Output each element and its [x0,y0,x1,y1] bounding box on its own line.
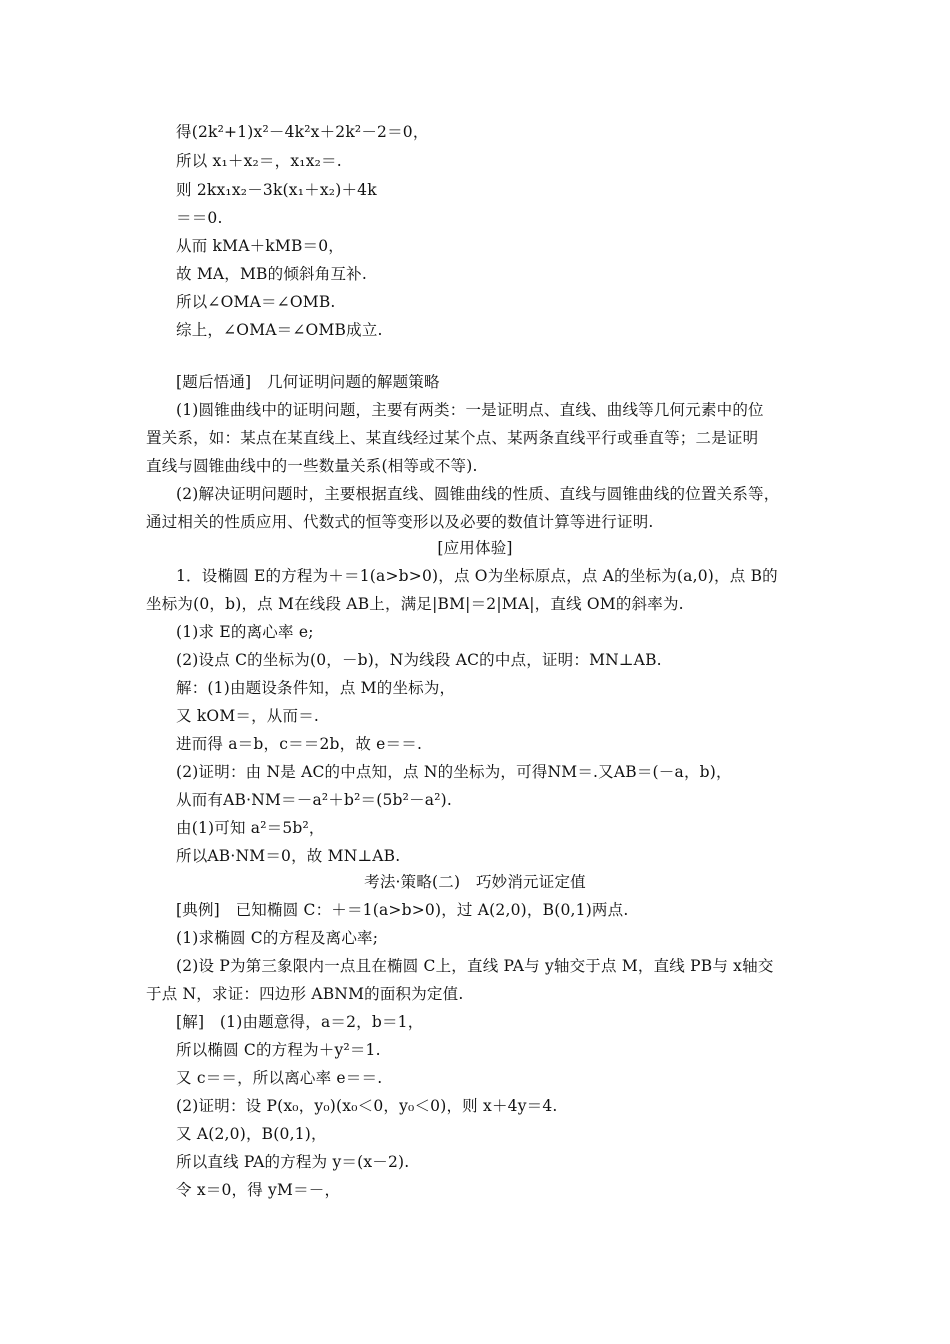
text-line: (2)设点 C的坐标为(0，－b)，N为线段 AC的中点，证明：MN⊥AB. [176,651,662,669]
text-line: 又 kOM＝，从而＝. [176,707,320,725]
text-line: 直线与圆锥曲线中的一些数量关系(相等或不等). [146,457,478,475]
text-line: 所以 x₁＋x₂＝，x₁x₂＝. [176,152,342,170]
text-line: 得(2k²+1)x²－4k²x＋2k²－2＝0， [176,123,429,141]
text-line: 解：(1)由题设条件知，点 M的坐标为， [176,679,456,697]
text-line: 1．设椭圆 E的方程为＋＝1(a>b>0)，点 O为坐标原点，点 A的坐标为(a,0)，点 B的 [176,567,778,585]
text-line: [解] (1)由题意得，a＝2，b＝1， [176,1013,424,1031]
text-line: 从而有AB·NM＝－a²＋b²＝(5b²－a²). [176,791,453,809]
text-line: 从而 kMA＋kMB＝0， [176,237,344,255]
text-line: (1)求椭圆 C的方程及离心率; [176,929,379,947]
text-line: (2)证明：由 N是 AC的中点知，点 N的坐标为，可得NM＝.又AB＝(－a，b)， [176,763,732,781]
text-line: (2)证明：设 P(x₀，y₀)(x₀＜0，y₀＜0)，则 x＋4y＝4. [176,1097,558,1115]
text-line: 故 MA，MB的倾斜角互补. [176,265,367,283]
text-line: 进而得 a＝b，c＝＝2b，故 e＝＝. [176,735,423,753]
text-line: (1)求 E的离心率 e; [176,623,314,641]
text-line: 又 A(2,0)，B(0,1)， [176,1125,327,1143]
text-line: 坐标为(0，b)，点 M在线段 AB上，满足|BM|＝2|MA|，直线 OM的斜率为. [146,595,684,613]
text-line: 通过相关的性质应用、代数式的恒等变形以及必要的数值计算等进行证明. [146,513,654,531]
text-line: (1)圆锥曲线中的证明问题，主要有两类：一是证明点、直线、曲线等几何元素中的位 [176,401,764,419]
text-line: 所以直线 PA的方程为 y＝(x－2). [176,1153,410,1171]
text-line: (2)解决证明问题时，主要根据直线、圆锥曲线的性质、直线与圆锥曲线的位置关系等， [176,485,780,503]
text-line: ＝＝0. [176,209,223,227]
text-line: [典例] 已知椭圆 C：＋＝1(a>b>0)，过 A(2,0)，B(0,1)两点. [176,901,629,919]
text-line: 由(1)可知 a²＝5b²， [176,819,325,837]
text-line: 所以AB·NM＝0，故 MN⊥AB. [176,847,401,865]
section-heading: [题后悟通] 几何证明问题的解题策略 [176,373,440,391]
text-line: 则 2kx₁x₂－3k(x₁＋x₂)＋4k [176,181,377,199]
section-heading: [应用体验] [437,539,513,557]
text-line: (2)设 P为第三象限内一点且在椭圆 C上，直线 PA与 y轴交于点 M，直线 PB与 x轴交 [176,957,774,975]
text-line: 又 c＝＝，所以离心率 e＝＝. [176,1069,383,1087]
text-line: 令 x＝0，得 yM＝－， [176,1181,341,1199]
text-line: 所以∠OMA＝∠OMB. [176,293,336,311]
text-line: 综上，∠OMA＝∠OMB成立. [176,321,383,339]
section-heading: 考法·策略(二) 巧妙消元证定值 [364,873,586,891]
text-line: 所以椭圆 C的方程为＋y²＝1. [176,1041,381,1059]
text-line: 于点 N，求证：四边形 ABNM的面积为定值. [146,985,464,1003]
text-line: 置关系，如：某点在某直线上、某直线经过某个点、某两条直线平行或垂直等；二是证明 [146,429,759,447]
